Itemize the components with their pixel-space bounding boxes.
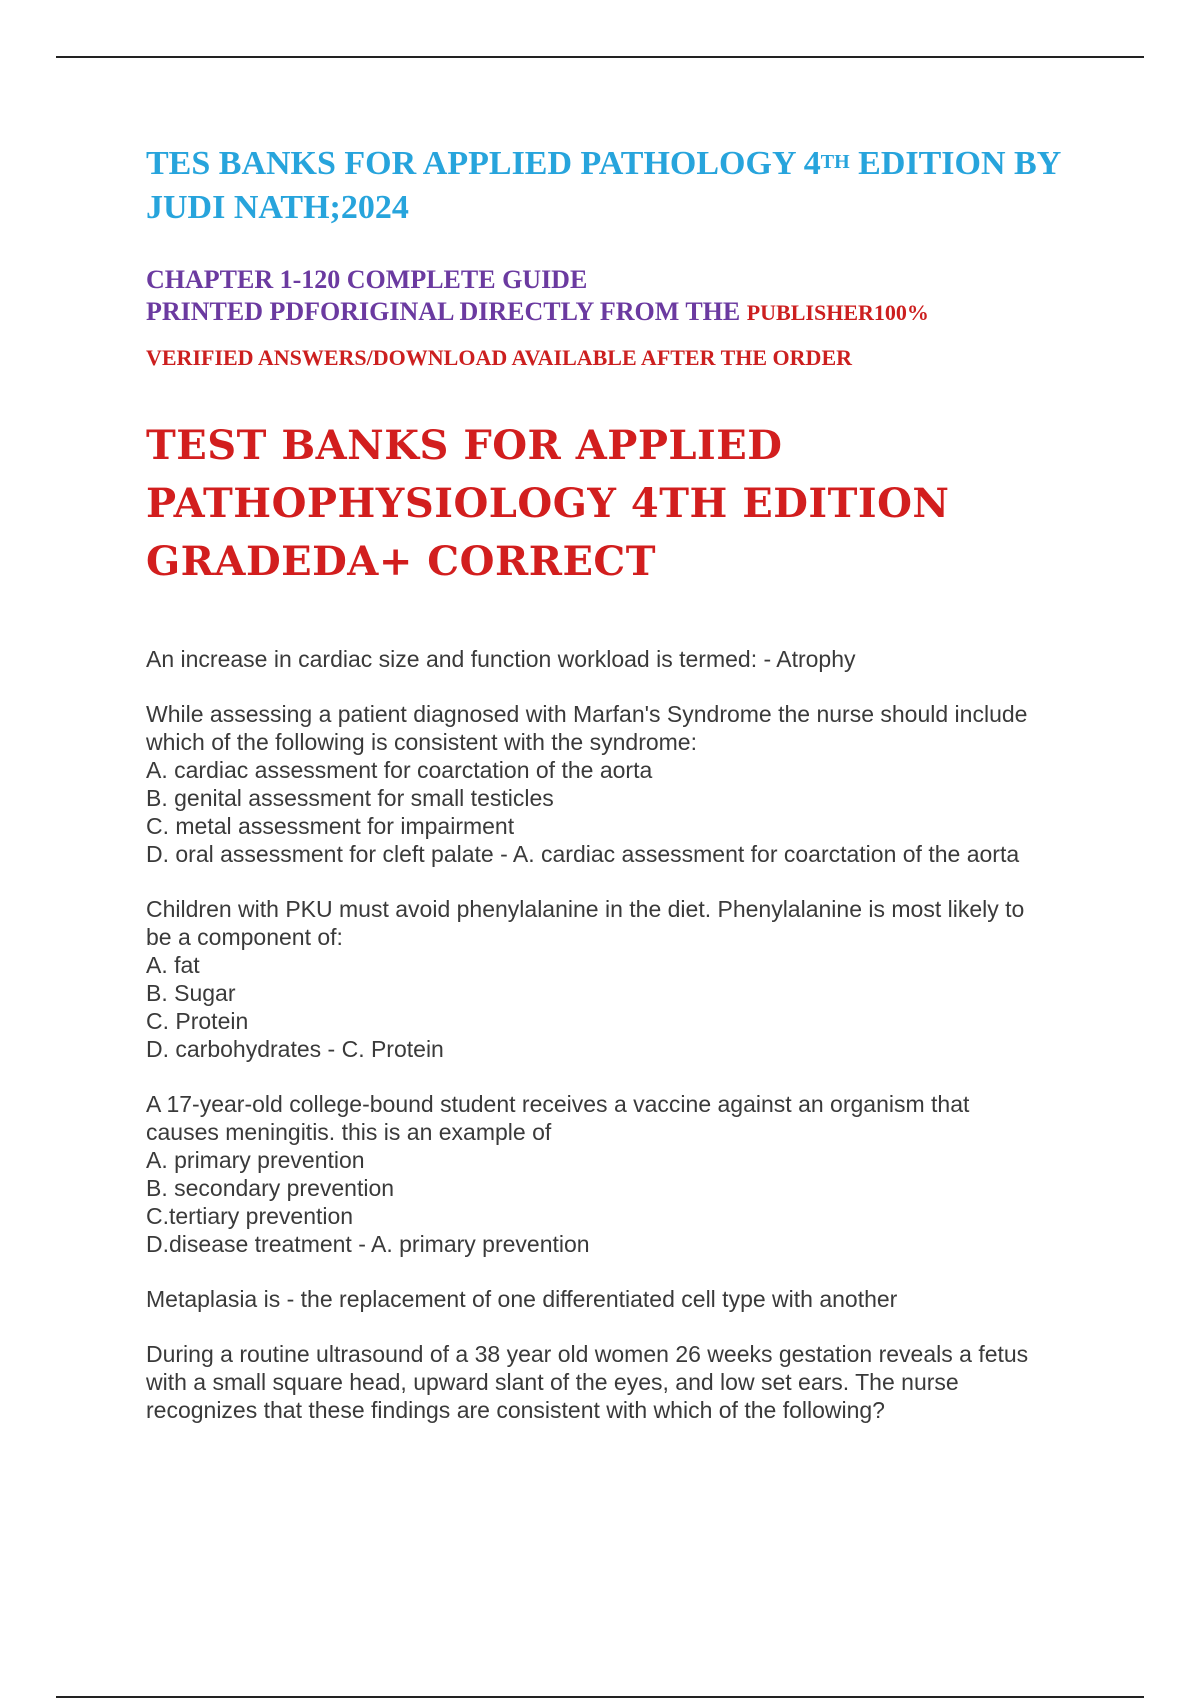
question-line: C.tertiary prevention	[146, 1203, 354, 1229]
question-line: C. Protein	[146, 1008, 249, 1034]
question-line: D. carbohydrates - C. Protein	[146, 1036, 444, 1062]
question-line: A 17-year-old college-bound student receives a vaccine against an organism that	[146, 1091, 970, 1117]
question-line: While assessing a patient diagnosed with Marfan's Syndrome the nurse should include	[146, 701, 1028, 727]
question-list	[146, 645, 1086, 1424]
subtitle-block	[146, 264, 1086, 373]
question-line: B. Sugar	[146, 980, 236, 1006]
question-line: with a small square head, upward slant of the eyes, and low set ears. The nurse	[146, 1369, 959, 1395]
document-title	[146, 142, 1086, 230]
test-bank-heading: TEST BANKS FOR APPLIED PATHOPHYSIOLOGY 4TH EDITION GRADEDA+ CORRECT	[146, 422, 950, 585]
verified-answers-line: VERIFIED ANSWERS/DOWNLOAD AVAILABLE AFTER THE ORDER	[146, 345, 853, 370]
question-line: Metaplasia is - the replacement of one differentiated cell type with another	[146, 1286, 898, 1312]
question-line: causes meningitis. this is an example of	[146, 1119, 552, 1145]
question-line: which of the following is consistent with the syndrome:	[146, 729, 697, 755]
title-part1: TES BANKS FOR APPLIED PATHOLOGY 4	[146, 145, 821, 182]
question-block	[146, 895, 1086, 1063]
question-line: be a component of:	[146, 924, 343, 950]
question-line: During a routine ultrasound of a 38 year old women 26 weeks gestation reveals a fetus	[146, 1341, 1029, 1367]
question-block	[146, 1285, 1086, 1313]
subtitle-line2-red: PUBLISHER100%	[746, 300, 929, 325]
question-line: D. oral assessment for cleft palate - A. cardiac assessment for coarctation of the aorta	[146, 841, 1020, 867]
question-line: B. secondary prevention	[146, 1175, 395, 1201]
question-line: B. genital assessment for small testicles	[146, 785, 554, 811]
question-line: Children with PKU must avoid phenylalanine in the diet. Phenylalanine is most likely to	[146, 896, 1025, 922]
question-line: recognizes that these findings are consistent with which of the following?	[146, 1397, 885, 1423]
bottom-rule	[56, 1696, 1144, 1698]
question-block	[146, 1340, 1086, 1424]
question-block	[146, 700, 1086, 868]
question-line: An increase in cardiac size and function workload is termed: - Atrophy	[146, 646, 856, 672]
question-block	[146, 1090, 1086, 1258]
question-line: A. primary prevention	[146, 1147, 365, 1173]
title-superscript: TH	[820, 151, 850, 173]
question-line: D.disease treatment - A. primary prevention	[146, 1231, 590, 1257]
page-content	[146, 142, 1086, 1451]
subtitle-line2	[146, 296, 1086, 329]
question-block	[146, 645, 1086, 673]
question-line: C. metal assessment for impairment	[146, 813, 515, 839]
subtitle-line2-text: PRINTED PDFORIGINAL DIRECTLY FROM THE	[146, 297, 747, 326]
question-line: A. cardiac assessment for coarctation of the aorta	[146, 757, 653, 783]
top-rule	[56, 56, 1144, 58]
subtitle-line1: CHAPTER 1-120 COMPLETE GUIDE	[146, 265, 588, 294]
title-part2: EDITION BY JUDI NATH;2024	[146, 145, 1060, 226]
question-line: A. fat	[146, 952, 200, 978]
